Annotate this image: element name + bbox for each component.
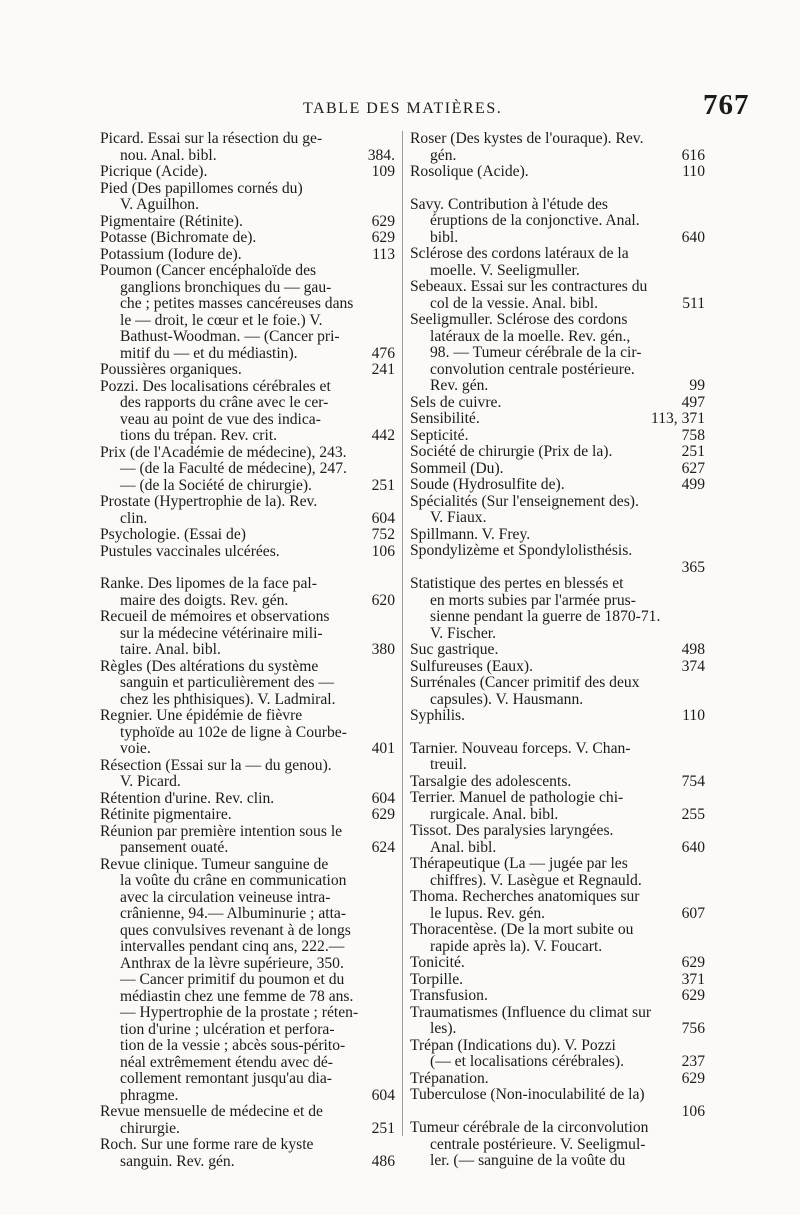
index-entry-line: centrale postérieure. V. Seeligmul- — [430, 1135, 646, 1153]
index-entry-line: (— et localisations cérébrales). 237 — [430, 1053, 705, 1070]
index-entry-line: Picard. Essai sur la résection du ge- — [100, 130, 323, 147]
index-entry-line: Savy. Contribution à l'étude des — [410, 195, 608, 213]
index-entry-line: Potasse (Bichromate de). 629 — [100, 229, 395, 246]
index-entry — [410, 576, 705, 642]
index-entry-line: Anal. bibl. 640 — [430, 838, 705, 856]
index-entry-line: chiffres). V. Lasègue et Regnauld. — [430, 871, 642, 889]
index-entry-line: la voûte du crâne en communication — [120, 872, 347, 889]
index-entry-line: clin. 604 — [120, 509, 395, 527]
index-entry — [100, 445, 395, 495]
index-entry-line: Revue clinique. Tumeur sanguine de — [100, 855, 329, 873]
index-entry — [410, 279, 705, 312]
index-entry-line: ler. (— sanguine de la voûte du — [430, 1152, 626, 1169]
index-entry — [410, 774, 705, 791]
index-entry — [100, 807, 395, 824]
index-entry-line: Sulfureuses (Eaux). 374 — [410, 657, 705, 675]
index-entry-line: Rosolique (Acide). 110 — [410, 163, 705, 180]
index-entry-line: Spécialités (Sur l'enseignement des). — [410, 492, 639, 510]
index-entry-line: latéraux de la moelle. Rev. gén., — [430, 327, 631, 345]
index-entry — [410, 1071, 705, 1088]
index-entry-line: chirurgie. 251 — [120, 1119, 395, 1137]
index-entry-line: V. Aguilhon. — [120, 196, 199, 213]
index-entry-line: Tarsalgie des adolescents. 754 — [410, 772, 705, 790]
index-entry — [410, 1087, 705, 1120]
index-entry — [410, 477, 705, 494]
index-entry-line: Syphilis. 110 — [410, 707, 705, 724]
index-entry-line: che ; petites masses cancéreuses dans — [120, 295, 354, 312]
index-entry — [410, 889, 705, 922]
index-entry-line: Résection (Essai sur la — du genou). — [100, 756, 332, 774]
index-entry-line: — (de la Société de chirurgie). 251 — [120, 476, 395, 494]
index-entry-line: treuil. — [430, 756, 467, 773]
index-entry-line: Anthrax de la lèvre supérieure, 350. — [120, 954, 344, 972]
index-entry-line: Prostate (Hypertrophie de la). Rev. — [100, 493, 318, 510]
index-entry-line: Réunion par première intention sous le — [100, 822, 343, 840]
index-entry-line: nou. Anal. bibl. 384. — [120, 146, 395, 164]
index-entry — [410, 428, 705, 445]
index-entry — [410, 461, 705, 478]
index-entry — [410, 164, 705, 181]
index-entry-line: ganglions bronchiques du — gau- — [120, 278, 332, 296]
index-entry-line: éruptions de la conjonctive. Anal. — [430, 212, 640, 229]
index-entry-line: Soude (Hydrosulfite de). 499 — [410, 476, 705, 493]
index-entry-line: Surrénales (Cancer primitif des deux — [410, 674, 640, 691]
index-entry-line: rurgicale. Anal. bibl. 255 — [430, 805, 705, 823]
index-entry-line: maire des doigts. Rev. gén. 620 — [120, 591, 395, 609]
column-divider — [402, 131, 403, 1136]
index-entry — [410, 197, 705, 247]
index-entry-line: Poussières organiques. 241 — [100, 361, 395, 378]
index-entry — [100, 263, 395, 362]
index-entry — [410, 527, 705, 544]
index-entry — [100, 164, 395, 181]
index-entry-line: Tonicité. 629 — [410, 954, 705, 971]
index-entry-line: sienne pendant la guerre de 1870-71. — [430, 608, 661, 625]
index-entry-line: Thoma. Recherches anatomiques sur — [410, 888, 640, 905]
page-header — [0, 76, 800, 121]
index-entry-line: capsules). V. Hausmann. — [430, 690, 584, 708]
index-entry — [100, 1137, 395, 1170]
index-entry-line: Bathust-Woodman. — (Cancer pri- — [120, 328, 340, 345]
index-entry-line: typhoïde au 102e de ligne à Courbe- — [120, 723, 347, 741]
index-entry — [410, 955, 705, 972]
index-entry-line: Ranke. Des lipomes de la face pal- — [100, 575, 317, 592]
index-entry-line: intervalles pendant cinq ans, 222.— — [120, 938, 345, 955]
index-entry — [410, 988, 705, 1005]
index-entry-line: 106 — [681, 1102, 705, 1120]
index-entry-line: Roch. Sur une forme rare de kyste — [100, 1136, 314, 1153]
index-entry — [410, 972, 705, 989]
index-entry-line: Prix (de l'Académie de médecine), 243. — [100, 443, 347, 461]
index-entry — [410, 444, 705, 461]
index-entry-line: Tuberculose (Non-inoculabilité de la) — [410, 1086, 645, 1103]
index-entry — [410, 1120, 705, 1170]
index-entry — [100, 659, 395, 709]
index-entry-line: Psychologie. (Essai de) 752 — [100, 526, 395, 543]
index-entry-line: sanguin et particulièrement des — — [120, 674, 334, 691]
index-entry — [410, 1005, 705, 1038]
index-entry-line: bibl. 640 — [430, 228, 705, 246]
index-entry — [100, 214, 395, 231]
index-entry-line: tion de la vessie ; abcès sous-périto- — [120, 1037, 346, 1054]
index-entry — [100, 527, 395, 544]
index-entry-line: sur la médecine vétérinaire mili- — [120, 624, 323, 642]
index-entry — [100, 1104, 395, 1137]
index-entry — [100, 131, 395, 164]
index-entry-line: rapide après la). V. Foucart. — [430, 937, 603, 955]
index-entry — [100, 230, 395, 247]
index-entry-line: ques convulsives revenant à de longs — [120, 921, 351, 939]
index-entry — [100, 609, 395, 659]
index-entry — [100, 576, 395, 609]
index-entry-line: 98. — Tumeur cérébrale de la cir- — [430, 344, 642, 361]
index-entry — [410, 675, 705, 708]
index-entry-line: Thérapeutique (La — jugée par les — [410, 855, 628, 872]
index-entry-line: néal extrêmement étendu avec dé- — [120, 1053, 333, 1071]
index-entry-line: le lupus. Rev. gén. 607 — [430, 904, 705, 922]
index-entry — [410, 823, 705, 856]
index-entry-line: Torpille. 371 — [410, 970, 705, 988]
index-entry — [100, 857, 395, 1105]
index-entry-line: Recueil de mémoires et observations — [100, 608, 330, 625]
index-entry-line: Potassium (Iodure de). 113 — [100, 245, 395, 263]
index-entry — [410, 922, 705, 955]
index-entry-line: — (de la Faculté de médecine), 247. — [120, 460, 347, 477]
index-entry-line: Revue mensuelle de médecine et de — [100, 1103, 323, 1120]
index-entry-line: Regnier. Une épidémie de fièvre — [100, 707, 303, 724]
index-entry-line: Sels de cuivre. 497 — [410, 393, 705, 411]
index-entry-line: les). 756 — [430, 1020, 705, 1037]
index-entry-line: veau au point de vue des indica- — [120, 410, 321, 428]
index-entry-line: Trépanation. 629 — [410, 1069, 705, 1087]
index-entry-line: Terrier. Manuel de pathologie chi- — [410, 789, 624, 806]
index-entry — [410, 741, 705, 774]
index-entry — [410, 790, 705, 823]
index-entry-line: Tarnier. Nouveau forceps. V. Chan- — [410, 739, 631, 757]
page-number: 767 — [703, 89, 750, 121]
index-entry-line: V. Picard. — [120, 773, 181, 790]
index-entry-line: Statistique des pertes en blessés et — [410, 575, 624, 592]
index-entry-line: Rétinite pigmentaire. 629 — [100, 806, 395, 823]
index-entry-line: tion d'urine ; ulcération et perfora- — [120, 1020, 335, 1038]
index-entry-line: collement remontant jusqu'au dia- — [120, 1070, 332, 1087]
index-entry-line: le — droit, le cœur et le foie.) V. — [120, 311, 323, 329]
running-title: TABLE DES MATIÈRES. — [303, 100, 503, 117]
index-entry-line: moelle. V. Seeligmuller. — [430, 261, 580, 279]
index-entry — [410, 395, 705, 412]
index-entry-line: Thoracentèse. (De la mort subite ou — [410, 921, 634, 938]
index-entry-line: des rapports du crâne avec le cer- — [120, 394, 329, 411]
index-entry-line: phragme. 604 — [120, 1086, 395, 1104]
index-entry — [100, 247, 395, 264]
index-entry-line: Transfusion. 629 — [410, 987, 705, 1004]
index-entry — [410, 246, 705, 279]
index-entry-line: Suc gastrique. 498 — [410, 641, 705, 658]
index-entry-line: en morts subies par l'armée prus- — [430, 591, 636, 609]
index-entry-line: Poumon (Cancer encéphaloïde des — [100, 262, 317, 279]
index-entry — [100, 791, 395, 808]
index-column-right — [410, 131, 705, 1170]
index-entry-line: Pozzi. Des localisations cérébrales et — [100, 377, 331, 395]
index-entry-line: chez les phthisiques). V. Ladmiral. — [120, 690, 336, 708]
index-entry-line: Seeligmuller. Sclérose des cordons — [410, 311, 628, 328]
index-entry-line: Société de chirurgie (Prix de la). 251 — [410, 443, 705, 460]
index-entry-line: Pigmentaire (Rétinite). 629 — [100, 212, 395, 230]
index-entry-line: — Cancer primitif du poumon et du — [120, 971, 345, 988]
index-entry-line: Rev. gén. 99 — [430, 377, 705, 394]
index-entry-line: Spillmann. V. Frey. — [410, 525, 531, 543]
index-entry-line: Pied (Des papillomes cornés du) — [100, 179, 303, 197]
index-entry-line: col de la vessie. Anal. bibl. 511 — [430, 294, 705, 312]
index-entry-line: Tumeur cérébrale de la circonvolution — [410, 1119, 649, 1136]
index-entry-line: Pustules vaccinales ulcérées. 106 — [100, 542, 395, 560]
index-entry — [410, 312, 705, 395]
index-entry-line: gén. 616 — [430, 146, 705, 164]
index-entry-line: Règles (Des altérations du système — [100, 657, 319, 675]
index-entry-line: mitif du — et du médiastin). 476 — [120, 344, 395, 362]
index-entry — [100, 708, 395, 758]
index-entry-line: Sensibilité. 113, 371 — [410, 410, 705, 427]
index-entry-line: Sclérose des cordons latéraux de la — [410, 245, 629, 262]
index-entry-line: Rétention d'urine. Rev. clin. 604 — [100, 789, 395, 807]
index-entry-line: V. Fischer. — [430, 624, 496, 642]
index-entry — [410, 131, 705, 164]
index-entry-line: Septicité. 758 — [410, 426, 705, 444]
index-entry-line: Roser (Des kystes de l'ouraque). Rev. — [410, 130, 644, 147]
index-entry — [100, 824, 395, 857]
index-entry — [410, 494, 705, 527]
index-entry — [100, 379, 395, 445]
index-entry-line: — Hypertrophie de la prostate ; réten- — [120, 1004, 359, 1021]
index-entry-line: taire. Anal. bibl. 380 — [120, 641, 395, 658]
index-entry — [100, 181, 395, 214]
index-entry — [410, 642, 705, 659]
index-entry-line: crânienne, 94.— Albuminurie ; atta- — [120, 905, 347, 922]
index-entry — [410, 708, 705, 725]
index-entry-line: voie. 401 — [120, 740, 395, 757]
index-entry — [100, 544, 395, 561]
index-entry-line: Picrique (Acide). 109 — [100, 163, 395, 180]
index-entry-line: Sebeaux. Essai sur les contractures du — [410, 278, 648, 295]
index-entry-line: Trépan (Indications du). V. Pozzi — [410, 1036, 616, 1054]
index-entry-line: Tissot. Des paralysies laryngées. — [410, 822, 614, 839]
index-entry-line: sanguin. Rev. gén. 486 — [120, 1152, 395, 1170]
index-entry-line: pansement ouaté. 624 — [120, 839, 395, 856]
index-entry — [410, 411, 705, 428]
index-column-left — [100, 131, 395, 1170]
index-entry-line: tions du trépan. Rev. crit. 442 — [120, 427, 395, 444]
index-entry — [100, 362, 395, 379]
index-entry-line: 365 — [681, 558, 705, 576]
index-entry-line: avec la circulation veineuse intra- — [120, 888, 331, 906]
index-entry — [100, 758, 395, 791]
index-entry-line: V. Fiaux. — [430, 509, 487, 526]
index-entry — [100, 494, 395, 527]
index-entry — [410, 543, 705, 576]
index-entry-line: convolution centrale postérieure. — [430, 360, 635, 378]
index-entry-line: Spondylizème et Spondylolisthésis. — [410, 542, 633, 559]
index-entry-line: Traumatismes (Influence du climat sur — [410, 1003, 652, 1021]
index-entry — [410, 659, 705, 676]
index-entry — [410, 1038, 705, 1071]
index-entry-line: Sommeil (Du). 627 — [410, 459, 705, 477]
index-entry-line: médiastin chez une femme de 78 ans. — [120, 987, 354, 1005]
index-entry — [410, 856, 705, 889]
